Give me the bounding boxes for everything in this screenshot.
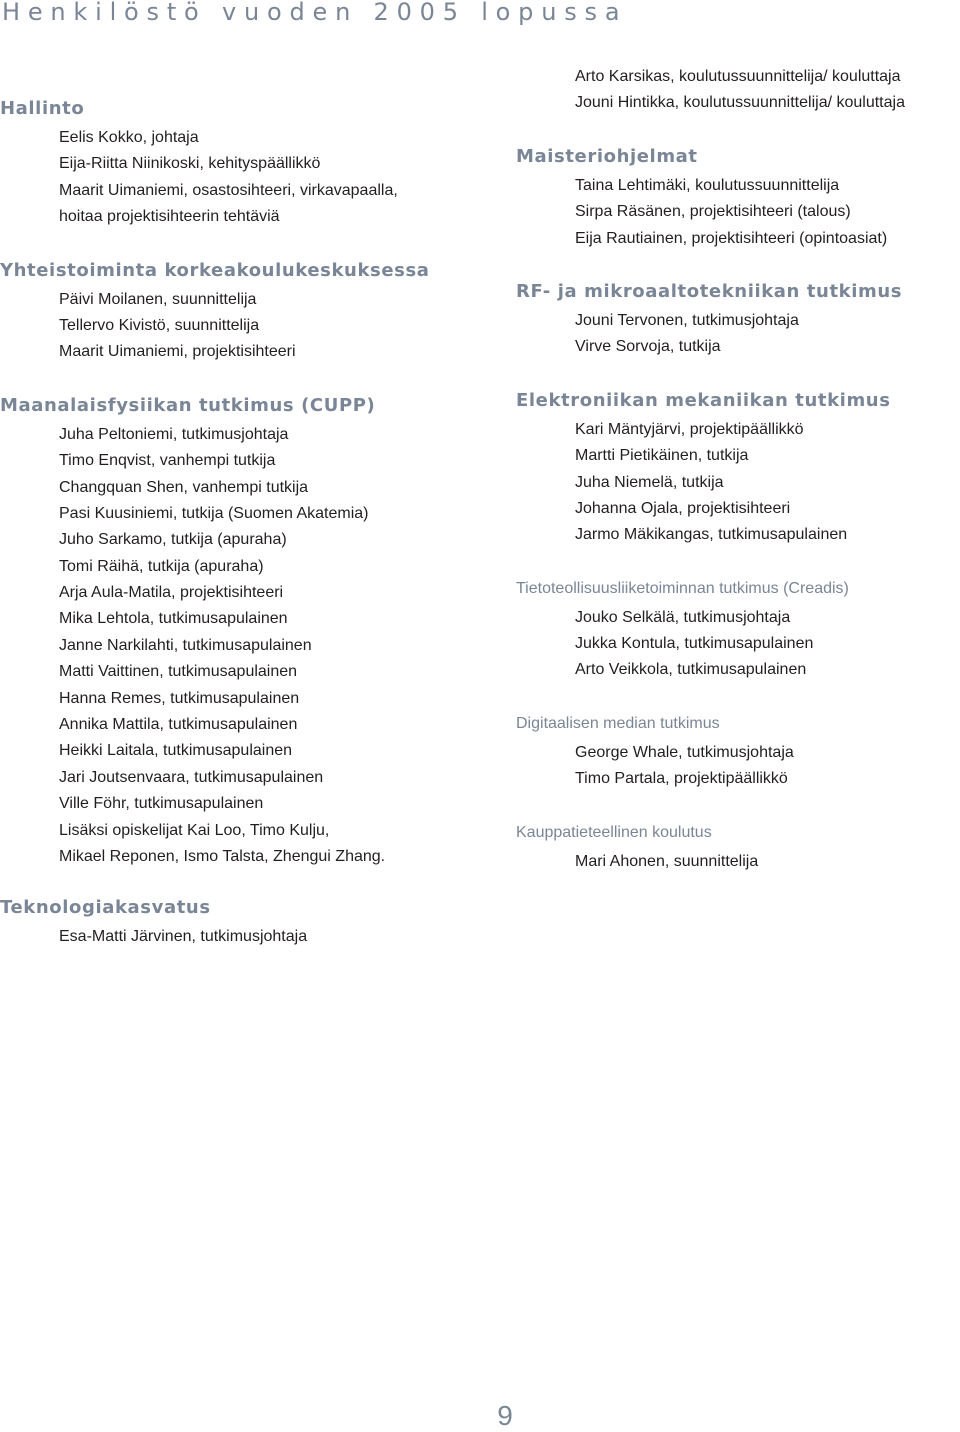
staff-entry: Mika Lehtola, tutkimusapulainen	[59, 610, 288, 628]
left-column	[0, 96, 470, 897]
section-header: Tietoteollisuusliiketoiminnan tutkimus (Creadis)	[516, 579, 849, 597]
section-maisteriohjelmat	[516, 144, 960, 252]
staff-entry: Jukka Kontula, tutkimusapulainen	[575, 635, 814, 653]
section-rf-ja-mikroaaltotekniikan-tutkimus	[516, 279, 960, 361]
staff-list	[516, 605, 960, 684]
staff-entry: Changquan Shen, vanhempi tutkija	[59, 478, 309, 496]
staff-entry: Pasi Kuusiniemi, tutkija (Suomen Akatemia)	[59, 504, 369, 522]
staff-entry: Arto Veikkola, tutkimusapulainen	[575, 661, 807, 679]
staff-list	[0, 924, 470, 950]
staff-entry: Janne Narkilahti, tutkimusapulainen	[59, 636, 312, 654]
section-header: Kauppatieteellinen koulutus	[516, 823, 712, 841]
section-digitaalisen-median-tutkimus	[516, 711, 960, 793]
section-kauppatieteellinen-koulutus	[516, 820, 960, 875]
staff-entry: Sirpa Räsänen, projektisihteeri (talous)	[575, 203, 851, 221]
staff-entry: Jouni Tervonen, tutkimusjohtaja	[575, 311, 799, 329]
staff-entry: Heikki Laitala, tutkimusapulainen	[59, 742, 293, 760]
staff-entry: hoitaa projektisihteerin tehtäviä	[59, 208, 280, 226]
staff-entry: Jari Joutsenvaara, tutkimusapulainen	[59, 768, 324, 786]
section-tietoteollisuusliiketoiminnan-tutkimus-creadis	[516, 576, 960, 684]
staff-list	[516, 417, 960, 549]
staff-entry: Mari Ahonen, suunnittelija	[575, 852, 759, 870]
staff-entry: Kari Mäntyjärvi, projektipäällikkö	[575, 420, 804, 438]
section-elektroniikan-mekaniikan-tutkimus	[516, 388, 960, 549]
staff-entry: Annika Mattila, tutkimusapulainen	[59, 716, 298, 734]
section-header: Teknologiakasvatus	[0, 897, 211, 918]
section-header: Maanalaisfysiikan tutkimus (CUPP)	[0, 394, 376, 416]
staff-list	[0, 422, 470, 871]
staff-entry: Lisäksi opiskelijat Kai Loo, Timo Kulju,	[59, 821, 330, 839]
right-column	[516, 64, 960, 902]
right-top-entries	[516, 64, 960, 117]
staff-entry: Johanna Ojala, projektisihteeri	[575, 499, 791, 517]
staff-entry: Tellervo Kivistö, suunnittelija	[59, 316, 260, 334]
section-header: Yhteistoiminta korkeakoulukeskuksessa	[0, 259, 430, 281]
section-maanalaisfysiikan-tutkimus-cupp	[0, 393, 470, 871]
page-title: Henkilöstö vuoden 2005 lopussa	[2, 0, 628, 26]
staff-entry: Ville Föhr, tutkimusapulainen	[59, 795, 264, 813]
staff-entry: Maarit Uimaniemi, osastosihteeri, virkavapaalla,	[59, 181, 398, 199]
staff-entry: Arja Aula-Matila, projektisihteeri	[59, 584, 284, 602]
staff-entry: Arto Karsikas, koulutussuunnittelija/ kouluttaja	[575, 68, 901, 85]
staff-entry: Taina Lehtimäki, koulutussuunnittelija	[575, 176, 840, 194]
staff-entry: Hanna Remes, tutkimusapulainen	[59, 689, 300, 707]
staff-entry: Esa-Matti Järvinen, tutkimusjohtaja	[59, 928, 308, 945]
page-number: 9	[497, 1400, 513, 1431]
staff-entry: Tomi Räihä, tutkija (apuraha)	[59, 557, 264, 575]
staff-entry: Eija Rautiainen, projektisihteeri (opintoasiat)	[575, 229, 888, 247]
staff-entry: Juha Niemelä, tutkija	[575, 473, 724, 491]
staff-entry: Eija-Riitta Niinikoski, kehityspäällikkö	[59, 155, 321, 173]
section-teknologiakasvatus	[0, 895, 470, 950]
staff-entry: Jouni Hintikka, koulutussuunnittelija/ kouluttaja	[575, 94, 905, 112]
staff-entry: Virve Sorvoja, tutkija	[575, 338, 721, 356]
section-header: RF- ja mikroaaltotekniikan tutkimus	[516, 280, 903, 302]
staff-entry: Matti Vaittinen, tutkimusapulainen	[59, 663, 298, 681]
staff-entry: George Whale, tutkimusjohtaja	[575, 743, 794, 761]
staff-entry: Martti Pietikäinen, tutkija	[575, 447, 749, 465]
staff-entry: Juha Peltoniemi, tutkimusjohtaja	[59, 425, 289, 443]
staff-list	[516, 173, 960, 252]
staff-entry: Mikael Reponen, Ismo Talsta, Zhengui Zhang.	[59, 847, 386, 865]
staff-list	[0, 287, 470, 366]
section-yhteistoiminta-korkeakoulukeskuksessa	[0, 258, 470, 366]
staff-entry: Juho Sarkamo, tutkija (apuraha)	[59, 531, 287, 549]
staff-list	[516, 849, 960, 875]
staff-list	[0, 125, 470, 231]
section-header: Hallinto	[0, 98, 85, 119]
staff-entry: Timo Partala, projektipäällikkö	[575, 770, 788, 788]
section-hallinto	[0, 96, 470, 231]
staff-entry: Maarit Uimaniemi, projektisihteeri	[59, 343, 296, 361]
section-header: Elektroniikan mekaniikan tutkimus	[516, 389, 891, 411]
section-header: Digitaalisen median tutkimus	[516, 714, 720, 732]
bottom-column	[0, 895, 470, 977]
staff-entry: Jouko Selkälä, tutkimusjohtaja	[575, 608, 791, 626]
staff-list	[516, 740, 960, 793]
staff-list	[516, 308, 960, 361]
staff-entry: Jarmo Mäkikangas, tutkimusapulainen	[575, 526, 848, 544]
staff-entry: Päivi Moilanen, suunnittelija	[59, 290, 257, 308]
staff-entry: Eelis Kokko, johtaja	[59, 129, 199, 146]
staff-entry: Timo Enqvist, vanhempi tutkija	[59, 452, 276, 470]
section-header: Maisteriohjelmat	[516, 145, 698, 167]
